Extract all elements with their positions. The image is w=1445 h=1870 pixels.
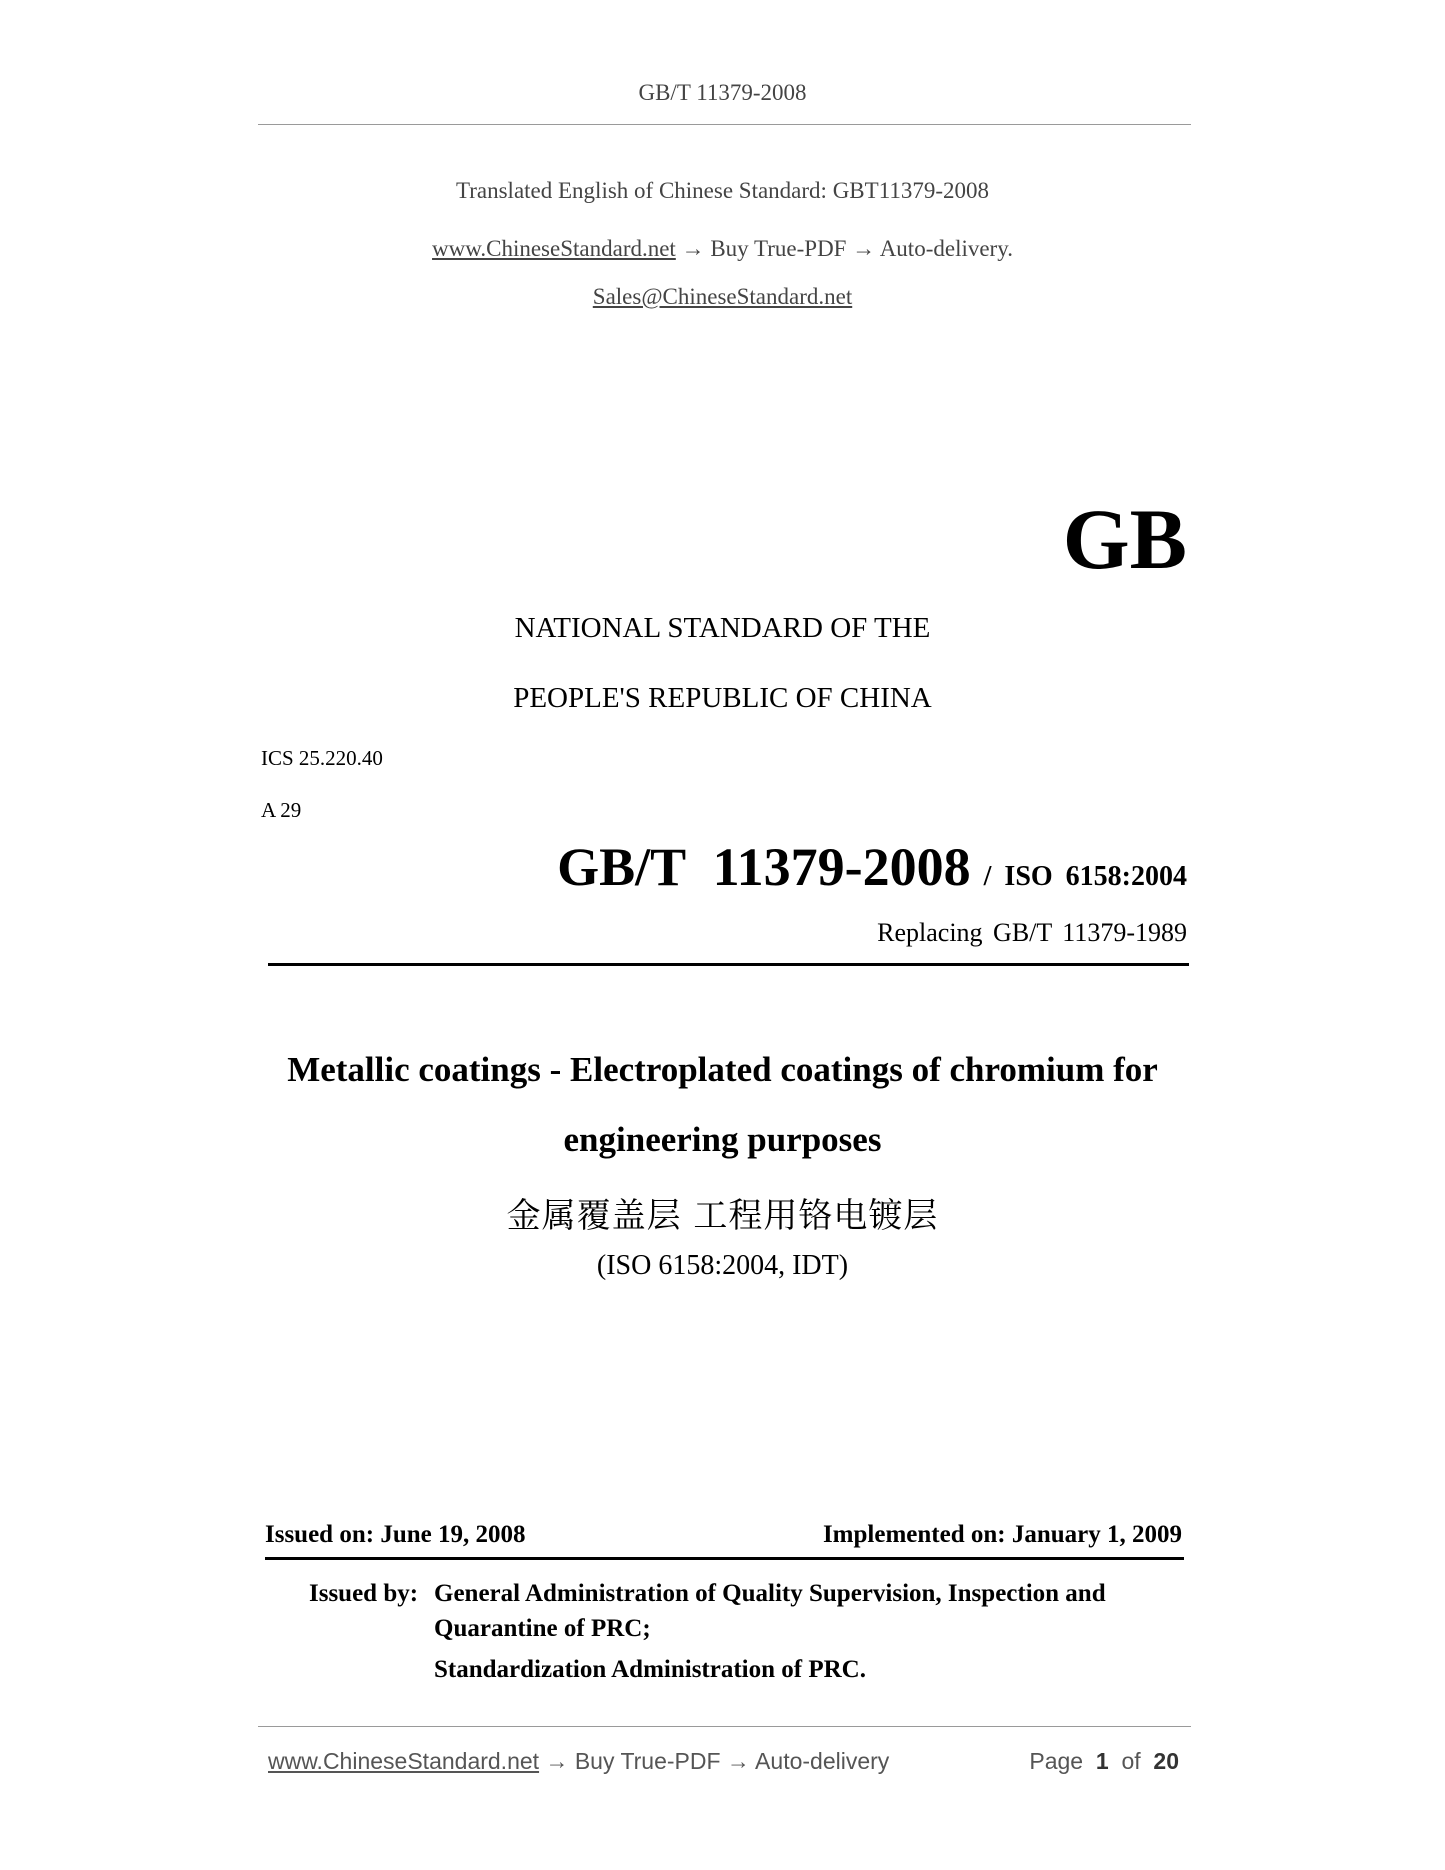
chinese-title: 金属覆盖层 工程用铬电镀层: [506, 1196, 939, 1236]
dates-divider: [265, 1557, 1184, 1560]
issued-date: Issued on: June 19, 2008: [265, 1521, 526, 1548]
running-header: GB/T 11379-2008: [638, 80, 807, 105]
document-title-line2: engineering purposes: [563, 1120, 882, 1159]
issuer-org-line1: General Administration of Quality Supervision, Inspection and: [434, 1580, 1106, 1607]
footer-divider: [258, 1726, 1191, 1727]
footer-site-link[interactable]: www.ChineseStandard.net: [268, 1748, 540, 1774]
document-title-line1: Metallic coatings - Electroplated coatings of chromium for: [287, 1050, 1158, 1089]
iso-equivalence: (ISO 6158:2004, IDT): [596, 1250, 849, 1281]
issuer-label: Issued by:: [309, 1580, 419, 1607]
sales-email-line: [0, 284, 1445, 310]
translation-note: Translated English of Chinese Standard: GBT11379-2008: [456, 178, 989, 203]
gb-logo: GB: [1062, 491, 1187, 587]
issuer-org-line3: Standardization Administration of PRC.: [434, 1656, 866, 1683]
implemented-date: Implemented on: January 1, 2009: [822, 1521, 1182, 1548]
issuer-block: [309, 1576, 1106, 1683]
classification-code: A 29: [261, 798, 302, 822]
footer-buy-text: → Buy True-PDF → Auto-delivery: [539, 1748, 890, 1774]
sales-email-link[interactable]: Sales@ChineseStandard.net: [592, 284, 853, 309]
issuer-org-line2: Quarantine of PRC;: [434, 1615, 651, 1642]
page-current: 1: [1095, 1748, 1109, 1774]
page-of: of: [1121, 1748, 1141, 1774]
page-indicator: [1029, 1748, 1179, 1775]
footer-buy-line: [268, 1748, 889, 1775]
gb-number: GB/T 11379-2008: [557, 837, 971, 897]
national-standard-line2: PEOPLE'S REPUBLIC OF CHINA: [513, 682, 932, 714]
page-total: 20: [1153, 1748, 1179, 1774]
buy-text: → Buy True-PDF → Auto-delivery.: [675, 236, 1013, 261]
header-divider: [258, 124, 1191, 125]
title-divider: [268, 963, 1189, 966]
page-label: Page: [1029, 1748, 1084, 1774]
buy-line: [0, 236, 1445, 262]
standard-number: [557, 836, 1187, 898]
replacing-note: Replacing GB/T 11379-1989: [877, 918, 1187, 947]
national-standard-line1: NATIONAL STANDARD OF THE: [514, 612, 931, 644]
ics-code: ICS 25.220.40: [261, 746, 383, 770]
site-link[interactable]: www.ChineseStandard.net: [432, 236, 676, 261]
iso-number: / ISO 6158:2004: [970, 861, 1187, 892]
